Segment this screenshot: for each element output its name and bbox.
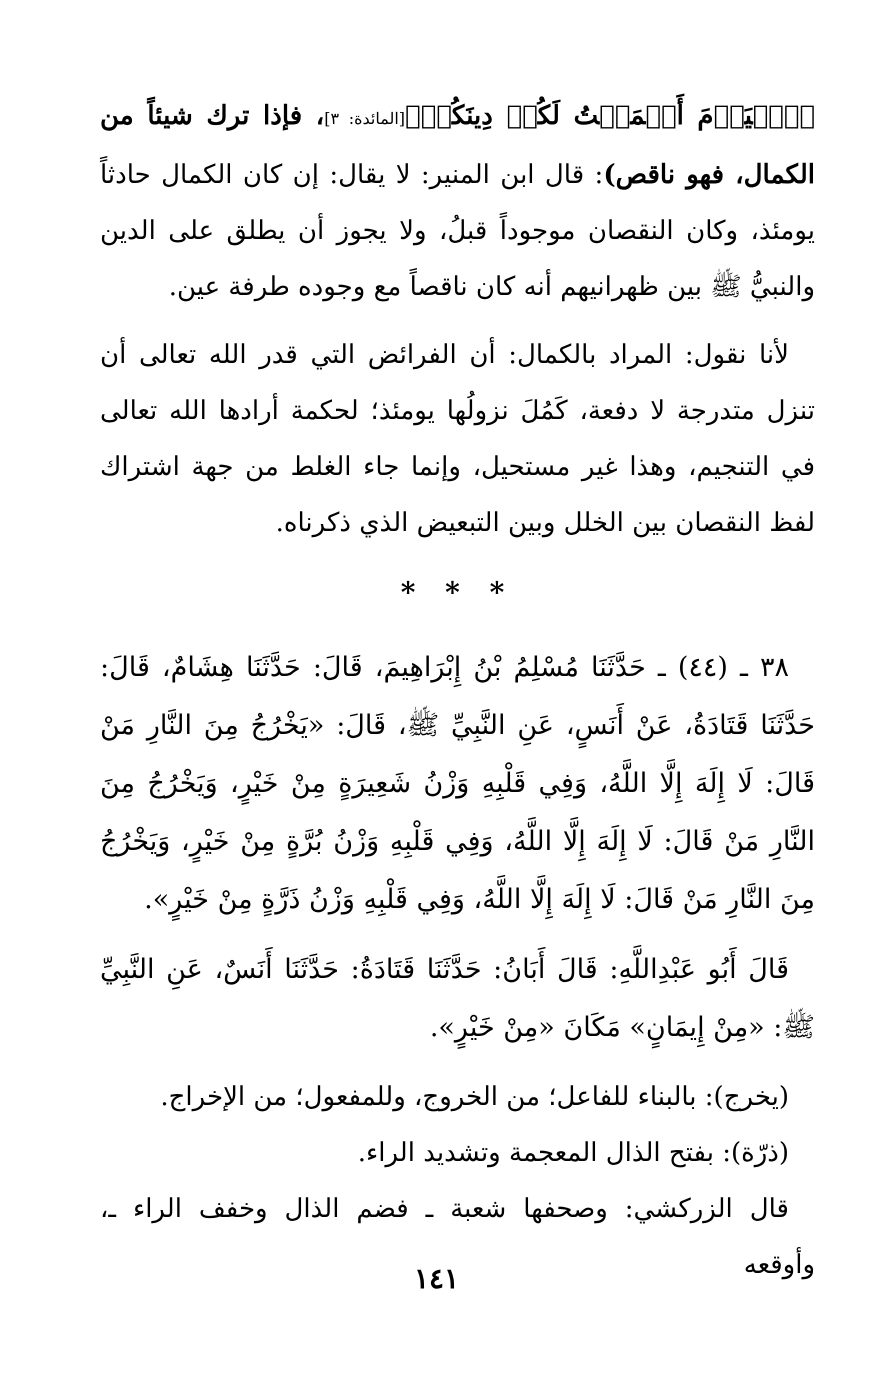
page-number: ١٤١: [413, 1262, 460, 1295]
quran-verse: ﴿ٱلۡيَوۡمَ أَكۡمَلۡتُ لَكُمۡ دِينَكُمۡ﴾: [405, 101, 815, 131]
abu-abdillah-note: قَالَ أَبُو عَبْدِاللَّهِ: قَالَ أَبَانُ: حَدَّثَنَا قَتَادَةُ: حَدَّثَنَا أَنَسٌ، عَنِ النَّبِيِّ ﷺ: «مِنْ إِيمَانٍ» مَكَانَ «مِنْ خَيْرٍ».: [100, 954, 815, 1043]
commentary-text: : قال ابن المنير: لا يقال: إن كان الكمال حادثاً يومئذ، وكان النقصان موجوداً قبلُ، ولا يجوز أن يطلق على الدين والنبيُّ ﷺ بين ظهرانيهم أنه كان ناقصاً مع وجوده طرفة عين.: [100, 160, 815, 302]
commentary-paragraph-2: لأنا نقول: المراد بالكمال: أن الفرائض التي قدر الله تعالى أن تنزل متدرجة لا دفعة، كَمُلَ نزولُها يومئذ؛ لحكمة أرادها الله تعالى في التنجيم، وهذا غير مستحيل، وإنما جاء الغلط من جهة اشتراك لفظ النقصان بين الخلل وبين التبعيض الذي ذكرناه.: [100, 340, 815, 538]
section-separator: * * *: [400, 576, 515, 609]
bold-quote: ، فإذا ترك شيئاً من الكمال، فهو ناقص): [100, 101, 815, 190]
page-body: [100, 88, 815, 1293]
explanation-yakhruj: (يخرج): بالبناء للفاعل؛ من الخروج، وللمفعول؛ من الإخراج.: [160, 1082, 789, 1112]
verse-reference: [المائدة: ٣]: [324, 109, 406, 128]
hadith-text: ٣٨ ـ (٤٤) ـ حَدَّثَنَا مُسْلِمُ بْنُ إِبْرَاهِيمَ، قَالَ: حَدَّثَنَا هِشَامٌ، قَالَ: حَدَّثَنَا قَتَادَةُ، عَنْ أَنَسٍ، عَنِ النَّبِيِّ ﷺ، قَالَ: «يَخْرُجُ مِنَ النَّارِ مَنْ قَالَ: لَا إِلَهَ إِلَّا اللَّهُ، وَفِي قَلْبِهِ وَزْنُ شَعِيرَةٍ مِنْ خَيْرٍ، وَيَخْرُجُ مِنَ النَّارِ مَنْ قَالَ: لَا إِلَهَ إِلَّا اللَّهُ، وَفِي قَلْبِهِ وَزْنُ بُرَّةٍ مِنْ خَيْرٍ، وَيَخْرُجُ مِنَ النَّارِ مَنْ قَالَ: لَا إِلَهَ إِلَّا اللَّهُ، وَفِي قَلْبِهِ وَزْنُ ذَرَّةٍ مِنْ خَيْرٍ».: [100, 652, 815, 915]
explanation-zarkashi: قال الزركشي: وصحفها شعبة ـ فضم الذال وخفف الراء ـ، وأوقعه: [100, 1194, 815, 1280]
commentary-paragraph-1: [100, 88, 815, 315]
explanation-dharra: (ذرّة): بفتح الذال المعجمة وتشديد الراء.: [357, 1138, 789, 1168]
